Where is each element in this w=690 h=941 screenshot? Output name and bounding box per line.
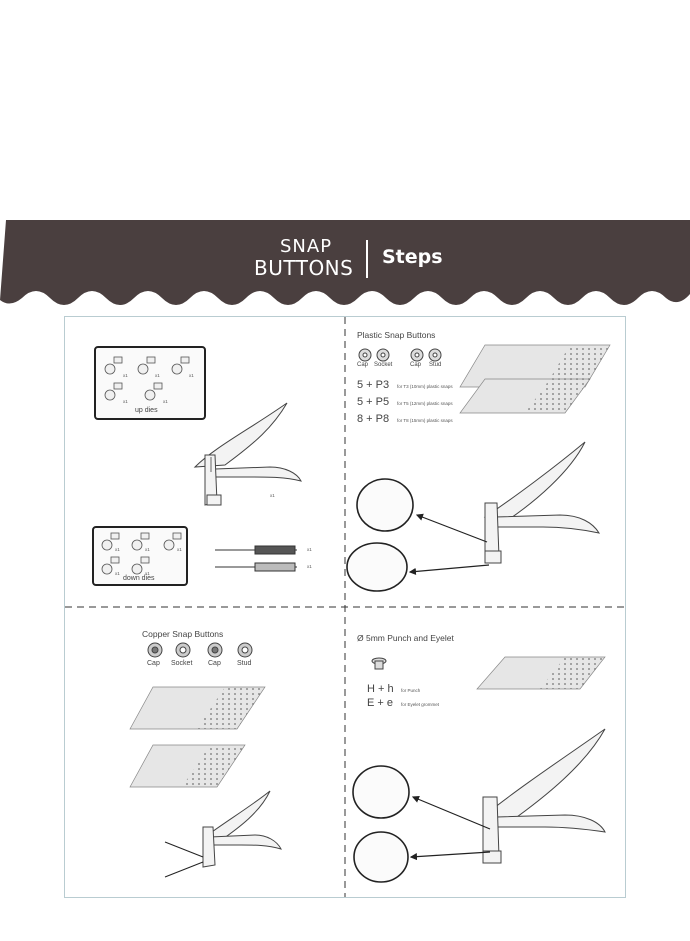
punch-heading: Ø 5mm Punch and Eyelet <box>357 633 454 643</box>
pointer-arrow-up <box>417 515 487 542</box>
up-dies-label: up dies <box>135 407 158 414</box>
awl-count: x1 <box>307 564 312 569</box>
fabric-sheets-copper <box>130 687 265 787</box>
punch-pointer-arrow-up <box>413 797 490 829</box>
part-label: Cap <box>147 660 160 667</box>
up-die-count: x1 <box>123 373 128 378</box>
copper-pointer-arrow-2 <box>165 862 203 877</box>
eyelet-desc: for Eyelet grommet <box>401 702 440 707</box>
part-label: Cap <box>208 660 221 667</box>
banner-subtitle: Steps <box>382 246 443 268</box>
part-label: Socket <box>171 660 193 667</box>
size-combo: 5 + P5 <box>357 396 390 408</box>
punch-pliers-illustration <box>483 729 605 863</box>
instruction-illustrations <box>65 317 625 897</box>
copper-parts-icons <box>148 643 252 657</box>
copper-pointer-arrow-1 <box>165 842 203 857</box>
down-die-count: x1 <box>177 547 182 552</box>
copper-pliers-illustration <box>203 791 281 867</box>
screwdriver-count: x1 <box>307 547 312 552</box>
snap-pliers-illustration <box>195 403 301 505</box>
size-combo: 5 + P3 <box>357 379 390 391</box>
size-desc: for T3 (10mm) plastic snaps <box>397 384 453 389</box>
up-die-count: x1 <box>155 373 160 378</box>
part-label: Cap <box>410 362 422 368</box>
plastic-parts-icons <box>359 349 441 361</box>
plastic-pliers-illustration <box>485 442 599 563</box>
fabric-sheets-plastic <box>460 345 610 413</box>
down-dies-label: down dies <box>123 575 155 582</box>
down-die-count: x1 <box>115 547 120 552</box>
eyelet-icon <box>372 658 386 669</box>
punch-zoom-circles <box>353 766 409 882</box>
fabric-sheet-punch <box>477 657 605 689</box>
die-zoom-circles <box>347 479 413 591</box>
up-die-count: x1 <box>163 399 168 404</box>
banner-divider <box>366 240 368 278</box>
down-die-count: x1 <box>145 547 150 552</box>
banner-title-line1: SNAP <box>280 236 333 257</box>
size-desc: for T8 (15mm) plastic snaps <box>397 418 453 423</box>
up-die-count: x1 <box>123 399 128 404</box>
down-die-count: x1 <box>145 571 150 576</box>
pointer-arrow-down <box>410 565 489 572</box>
copper-heading: Copper Snap Buttons <box>142 629 224 639</box>
instruction-sheet <box>64 316 626 898</box>
banner-title-line2: BUTTONS <box>254 256 354 280</box>
part-label: Socket <box>374 362 393 368</box>
size-combo: 8 + P8 <box>357 413 390 425</box>
part-label: Cap <box>357 362 369 368</box>
pliers-count: x1 <box>270 493 275 498</box>
part-label: Stud <box>429 362 442 368</box>
punch-combo: H + h <box>367 683 394 695</box>
part-label: Stud <box>237 660 252 667</box>
size-desc: for T5 (12mm) plastic snaps <box>397 401 453 406</box>
plastic-heading: Plastic Snap Buttons <box>357 330 436 340</box>
up-die-count: x1 <box>189 373 194 378</box>
punch-pointer-arrow-down <box>411 852 490 857</box>
punch-desc: for Punch <box>401 688 421 693</box>
screwdriver-and-awl <box>215 546 297 571</box>
down-die-count: x1 <box>115 571 120 576</box>
eyelet-combo: E + e <box>367 697 393 709</box>
